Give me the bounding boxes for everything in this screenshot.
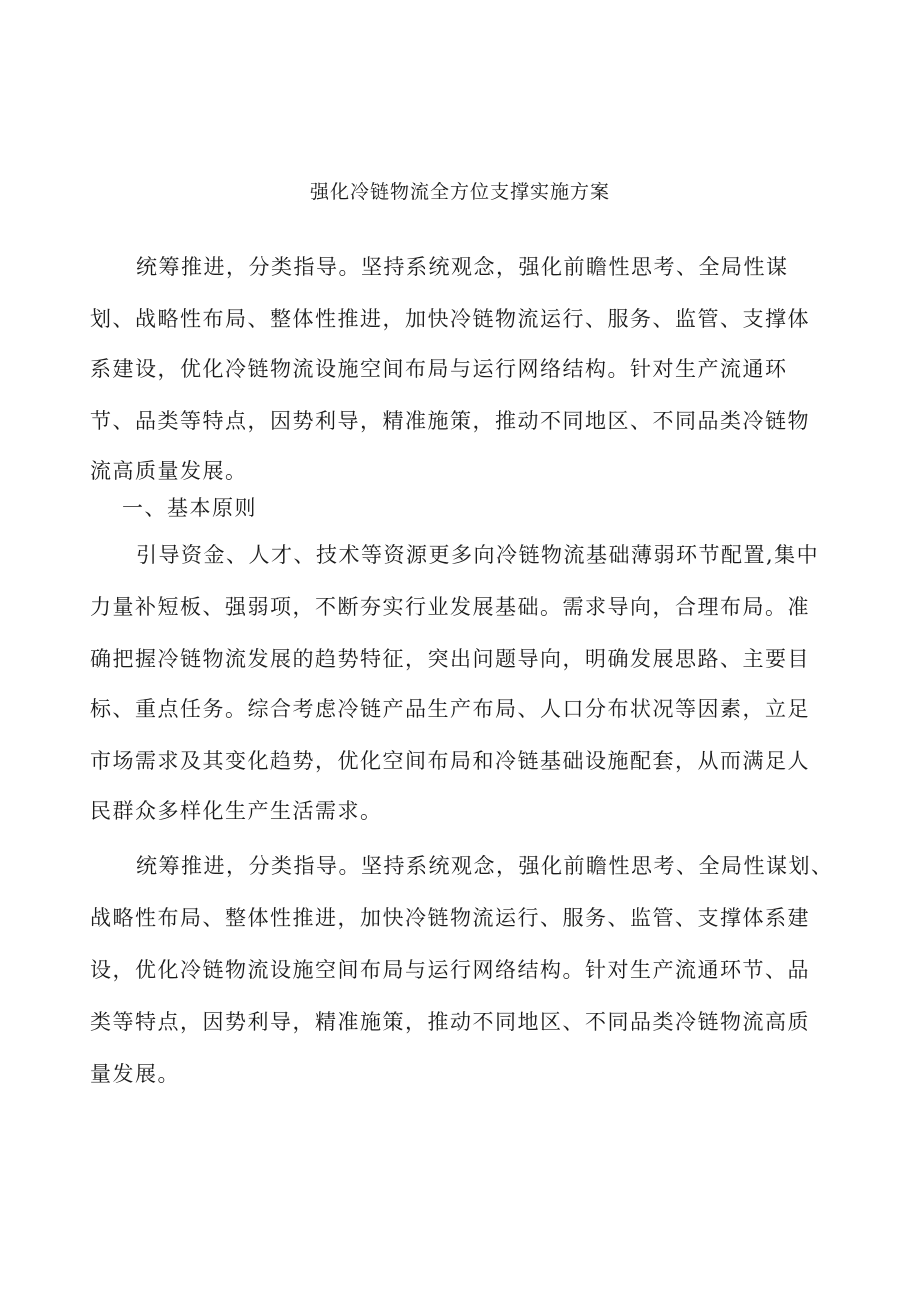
paragraph-line: 市场需求及其变化趋势，优化空间布局和冷链基础设施配套，从而满足人 xyxy=(90,749,810,773)
paragraph-line: 流高质量发展。 xyxy=(90,459,248,483)
paragraph-line: 统筹推进，分类指导。坚持系统观念，强化前瞻性思考、全局性谋 xyxy=(136,255,789,279)
paragraph-line: 系建设，优化冷链物流设施空间布局与运行网络结构。针对生产流通环 xyxy=(90,357,788,381)
paragraph-line: 民群众多样化生产生活需求。 xyxy=(90,799,383,823)
paragraph-line: 量发展。 xyxy=(90,1062,180,1086)
document-title: 强化冷链物流全方位支撑实施方案 xyxy=(309,181,610,203)
paragraph-line: 统筹推进，分类指导。坚持系统观念，强化前瞻性思考、全局性谋划、 xyxy=(136,854,834,878)
paragraph-line: 节、品类等特点，因势利导，精准施策，推动不同地区、不同品类冷链物 xyxy=(90,409,810,433)
paragraph-line: 标、重点任务。综合考虑冷链产品生产布局、人口分布状况等因素，立足 xyxy=(90,697,810,721)
paragraph-line: 设，优化冷链物流设施空间布局与运行网络结构。针对生产流通环节、品 xyxy=(90,958,810,982)
section-heading: 一、基本原则 xyxy=(122,496,257,520)
paragraph-line: 划、战略性布局、整体性推进，加快冷链物流运行、服务、监管、支撑体 xyxy=(90,307,810,331)
paragraph-line: 引导资金、人才、技术等资源更多向冷链物流基础薄弱环节配置,集中 xyxy=(136,543,820,567)
paragraph-line: 确把握冷链物流发展的趋势特征，突出问题导向，明确发展思路、主要目 xyxy=(90,647,810,671)
paragraph-line: 力量补短板、强弱项，不断夯实行业发展基础。需求导向，合理布局。准 xyxy=(90,595,810,619)
paragraph-line: 战略性布局、整体性推进，加快冷链物流运行、服务、监管、支撑体系建 xyxy=(90,906,810,930)
paragraph-line: 类等特点，因势利导，精准施策，推动不同地区、不同品类冷链物流高质 xyxy=(90,1010,810,1034)
